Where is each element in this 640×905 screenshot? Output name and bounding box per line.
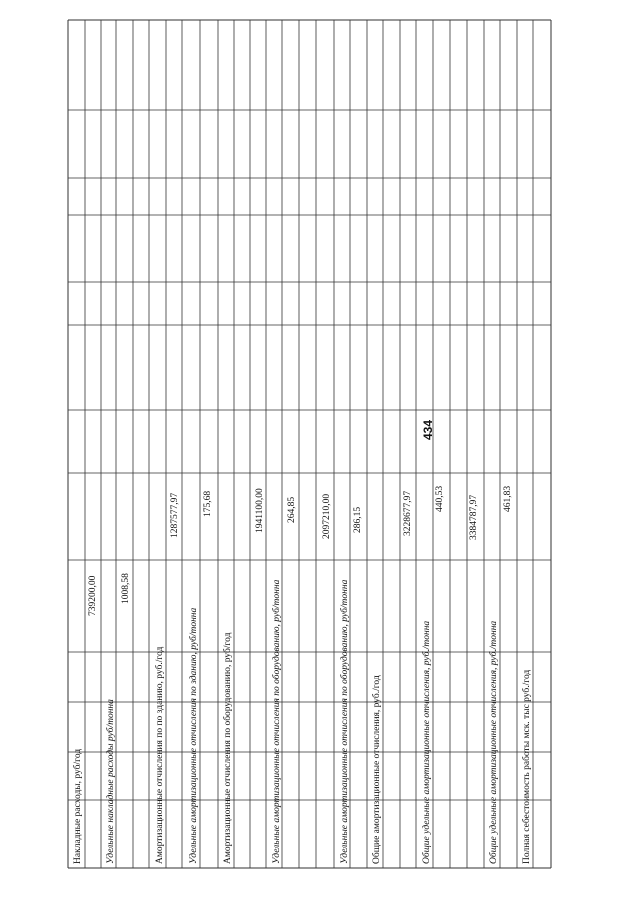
page-number: 434 — [421, 419, 435, 441]
row-label: Удельные амортизационные отчисления по оборудованию, руб/тонна — [340, 579, 350, 864]
row-value: 175,68 — [203, 490, 213, 517]
row-value: 739200,00 — [88, 575, 98, 616]
row-value: 1941100,00 — [255, 488, 265, 533]
row-value: 286,15 — [353, 506, 363, 533]
row-value: 264,85 — [287, 496, 297, 523]
row-label: Удельные накладные расходы руб/тонна — [106, 699, 116, 864]
row-value: 3228677,97 — [403, 490, 413, 536]
row-value: 1287577,97 — [170, 492, 180, 538]
row-value: 3384787,97 — [469, 494, 479, 540]
row-label: Амортизационные отчисления по по зданию, руб./год — [155, 646, 165, 864]
row-label: Общие удельные амортизационные отчисления, руб./тонна — [489, 620, 499, 864]
row-label: Амортизационные отчисления по оборудованию, руб/год — [223, 632, 233, 864]
row-label: Накладные расходы, руб/год — [73, 748, 83, 864]
row-value: 1008,58 — [121, 573, 131, 604]
row-label: Общие удельные амортизационные отчисления, руб./тонна — [422, 620, 432, 864]
row-label: Удельные амортизационные отчисления по зданию, руб/тонна — [189, 607, 199, 864]
row-label: Удельные амортизационные отчисления по оборудованию, руб/тонна — [272, 579, 282, 864]
row-value: 461,83 — [503, 485, 513, 512]
row-value: 2097210,00 — [322, 493, 332, 539]
row-label: Общие амортизационные отчисления, руб./год — [372, 675, 382, 864]
row-value: 440,53 — [435, 485, 445, 512]
row-label: Полная себестоимость работы мск. тыс руб./год — [522, 669, 532, 864]
